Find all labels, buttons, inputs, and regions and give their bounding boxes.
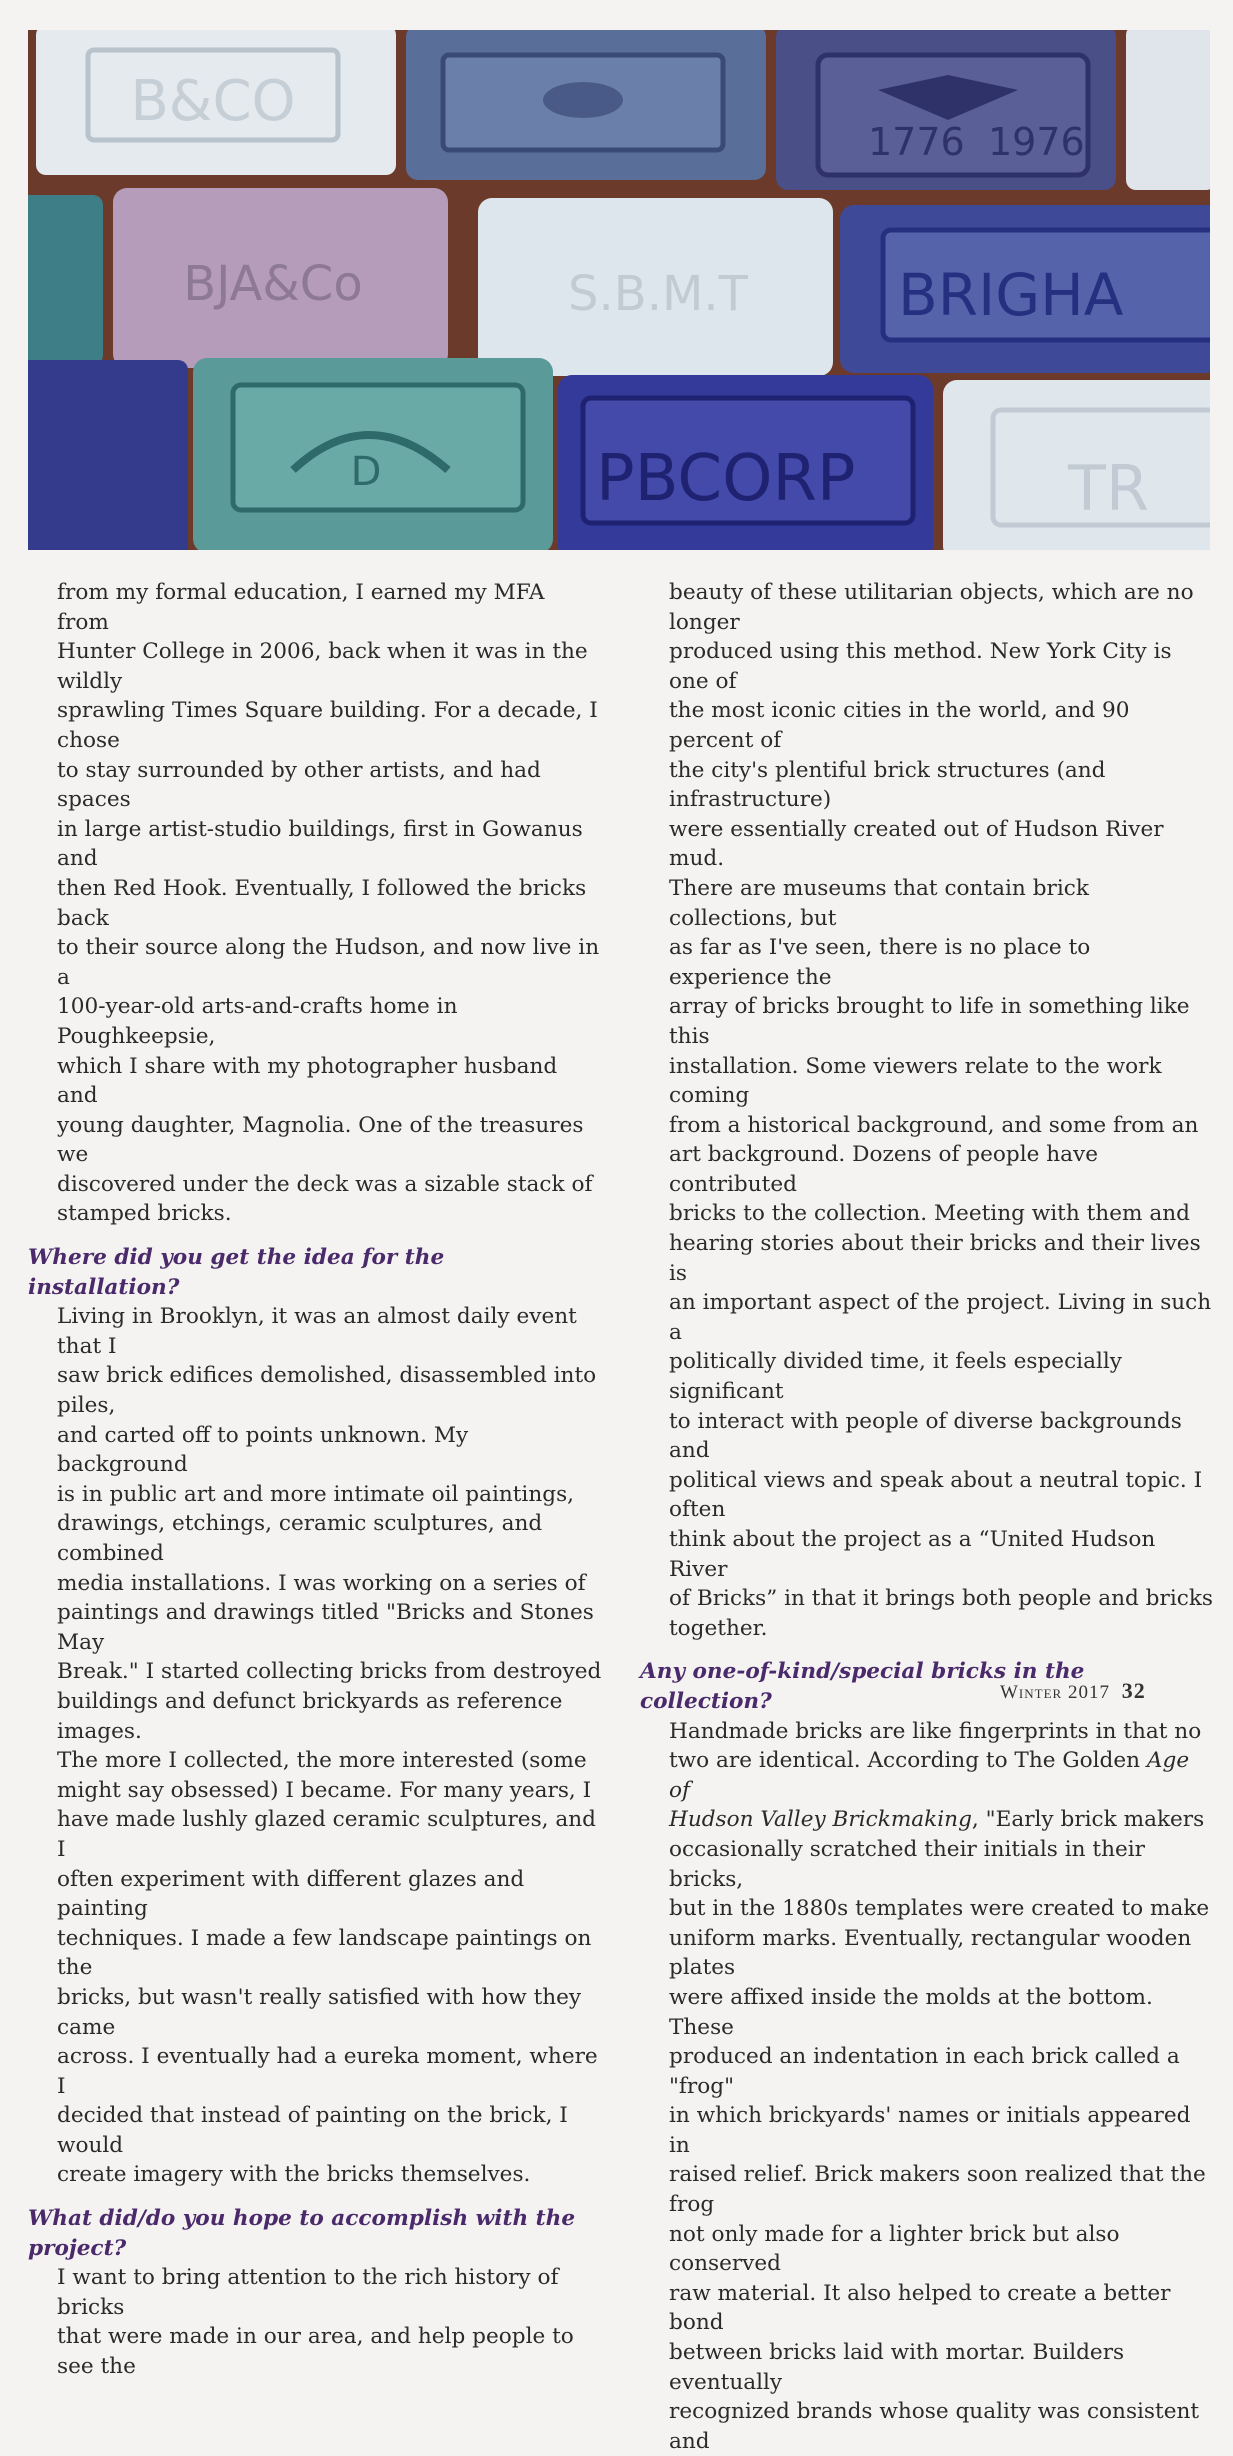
brick-stamp-text: PBCORP <box>596 442 856 516</box>
brick-stamp-text: 1776 <box>868 120 965 164</box>
line: to stay surrounded by other artists, and had spaces <box>57 757 541 813</box>
line: I want to bring attention to the rich history of bricks <box>57 2265 559 2320</box>
line: buildings and defunct brickyards as reference images. <box>57 1688 563 1744</box>
line: occasionally scratched their initials in their bricks, <box>669 1836 1145 1892</box>
line: paintings and drawings titled "Bricks and Stones May <box>57 1600 594 1655</box>
line: hearing stories about their bricks and their lives is <box>669 1231 1201 1286</box>
brick-stamp-text: BJA&Co <box>183 256 363 312</box>
line: two are identical. According to The Golden <box>669 1748 1147 1774</box>
line: in which brickyards' names or initials appeared in <box>669 2103 1191 2158</box>
line: produced an indentation in each brick called a "frog" <box>669 2044 1180 2099</box>
brick-stamp-text: B&CO <box>130 69 296 134</box>
line: raw material. It also helped to create a better bond <box>669 2280 1171 2336</box>
line: produced using this method. New York City is one of <box>669 639 1172 694</box>
line: Hunter College in 2006, back when it was in the wildly <box>57 639 588 694</box>
line: politically divided time, it feels especially significant <box>669 1349 1122 1405</box>
line: drawings, etchings, ceramic sculptures, and combined <box>57 1511 543 1566</box>
paragraph <box>640 578 1215 1643</box>
line: bricks, but wasn't really satisfied with how they came <box>57 1984 582 2040</box>
line: techniques. I made a few landscape paintings on the <box>57 1925 592 1981</box>
line: were essentially created out of Hudson River mud. <box>669 816 1164 872</box>
line: of Bricks” in that it brings both people and bricks <box>669 1586 1213 1612</box>
brick-stamp-text: BRIGHA <box>898 261 1124 329</box>
line: art background. Dozens of people have contributed <box>669 1142 1099 1197</box>
issue-season: Winter <box>1000 1682 1063 1703</box>
line: Living in Brooklyn, it was an almost daily event that I <box>57 1304 577 1359</box>
line: recognized brands whose quality was consistent and <box>669 2399 1200 2454</box>
line: , "Early brick makers <box>971 1807 1205 1833</box>
page-number: 32 <box>1121 1678 1146 1703</box>
left-column <box>28 578 603 2382</box>
line: but in the 1880s templates were created to make <box>669 1896 1210 1922</box>
line: to their source along the Hudson, and now live in a <box>57 935 600 990</box>
line: create imagery with the bricks themselves. <box>57 2162 531 2188</box>
line: political views and speak about a neutral topic. I often <box>669 1467 1203 1523</box>
line: the city's plentiful brick structures (and infrastructure) <box>669 757 1106 813</box>
line: decided that instead of painting on the brick, I would <box>57 2103 568 2158</box>
line: an important aspect of the project. Living in such a <box>669 1290 1212 1345</box>
line: installation. Some viewers relate to the work coming <box>669 1053 1162 1109</box>
line: There are museums that contain brick collections, but <box>669 875 1089 931</box>
line: from a historical background, and some from an <box>669 1112 1199 1138</box>
line: might say obsessed) I became. For many years, I <box>57 1777 592 1803</box>
line: often experiment with different glazes and painting <box>57 1866 525 1922</box>
line: as far as I've seen, there is no place to experience the <box>669 935 1091 990</box>
line: raised relief. Brick makers soon realized that the frog <box>669 2162 1206 2218</box>
line: young daughter, Magnolia. One of the treasures we <box>57 1112 584 1168</box>
issue-year: 2017 <box>1067 1682 1110 1703</box>
line: sprawling Times Square building. For a decade, I chose <box>57 698 598 753</box>
line: Handmade bricks are like fingerprints in that no <box>669 1718 1202 1744</box>
brick-stamp-text: 1976 <box>988 120 1085 164</box>
paragraph <box>28 578 603 1229</box>
line: discovered under the deck was a sizable stack of <box>57 1171 593 1197</box>
line: the most iconic cities in the world, and 90 percent of <box>669 698 1130 753</box>
line: is in public art and more intimate oil paintings, <box>57 1481 575 1507</box>
line: were affixed inside the molds at the bottom. These <box>669 1984 1153 2040</box>
line: together. <box>669 1615 768 1641</box>
line: saw brick edifices demolished, disassembled into piles, <box>57 1363 597 1419</box>
brick-stamp-text: TR <box>1068 452 1149 525</box>
line: The more I collected, the more interested (some <box>57 1748 587 1774</box>
line: media installations. I was working on a series of <box>57 1570 586 1596</box>
brick-stamp-text: D <box>350 449 382 495</box>
line: think about the project as a “United Hudson River <box>669 1527 1156 1582</box>
book-title: Hudson Valley Brickmaking <box>669 1807 972 1833</box>
line: to interact with people of diverse backgrounds and <box>669 1408 1182 1464</box>
question-heading: What did/do you hope to accomplish with the project? <box>28 2206 576 2261</box>
brick-stamp-text: S.B.M.T <box>568 266 748 322</box>
line: array of bricks brought to life in something like this <box>669 994 1190 1049</box>
line: from my formal education, I earned my MFA from <box>57 580 545 635</box>
paragraph <box>28 1302 603 2190</box>
book-title: Age of <box>669 1748 1190 1803</box>
brick-photo <box>28 30 1210 550</box>
line: bricks to the collection. Meeting with them and <box>669 1201 1190 1227</box>
paragraph <box>28 2263 603 2381</box>
brick-wall-image <box>28 30 1210 550</box>
line: stamped bricks. <box>57 1201 232 1227</box>
question-heading: Any one-of-kind/special bricks in the collection? <box>640 1659 1085 1714</box>
page-footer <box>1000 1678 1146 1704</box>
question-heading: Where did you get the idea for the installation? <box>28 1245 445 1300</box>
line: and carted off to points unknown. My background <box>57 1422 469 1478</box>
line: beauty of these utilitarian objects, which are no longer <box>669 580 1194 635</box>
line: in large artist-studio buildings, first in Gowanus and <box>57 816 583 872</box>
line: not only made for a lighter brick but also conserved <box>669 2221 1120 2277</box>
right-column <box>640 578 1215 2456</box>
paragraph <box>640 1717 1215 2456</box>
line: between bricks laid with mortar. Builders eventually <box>669 2340 1125 2395</box>
line: which I share with my photographer husband and <box>57 1053 558 1109</box>
line: that were made in our area, and help people to see the <box>57 2324 574 2380</box>
line: then Red Hook. Eventually, I followed the bricks back <box>57 875 587 931</box>
line: uniform marks. Eventually, rectangular wooden plates <box>669 1925 1192 1981</box>
line: have made lushly glazed ceramic sculptures, and I <box>57 1807 596 1862</box>
line: Break." I started collecting bricks from destroyed <box>57 1659 602 1685</box>
line: across. I eventually had a eureka moment, where I <box>57 2044 598 2099</box>
line: 100-year-old arts-and-crafts home in Poughkeepsie, <box>57 994 458 1049</box>
